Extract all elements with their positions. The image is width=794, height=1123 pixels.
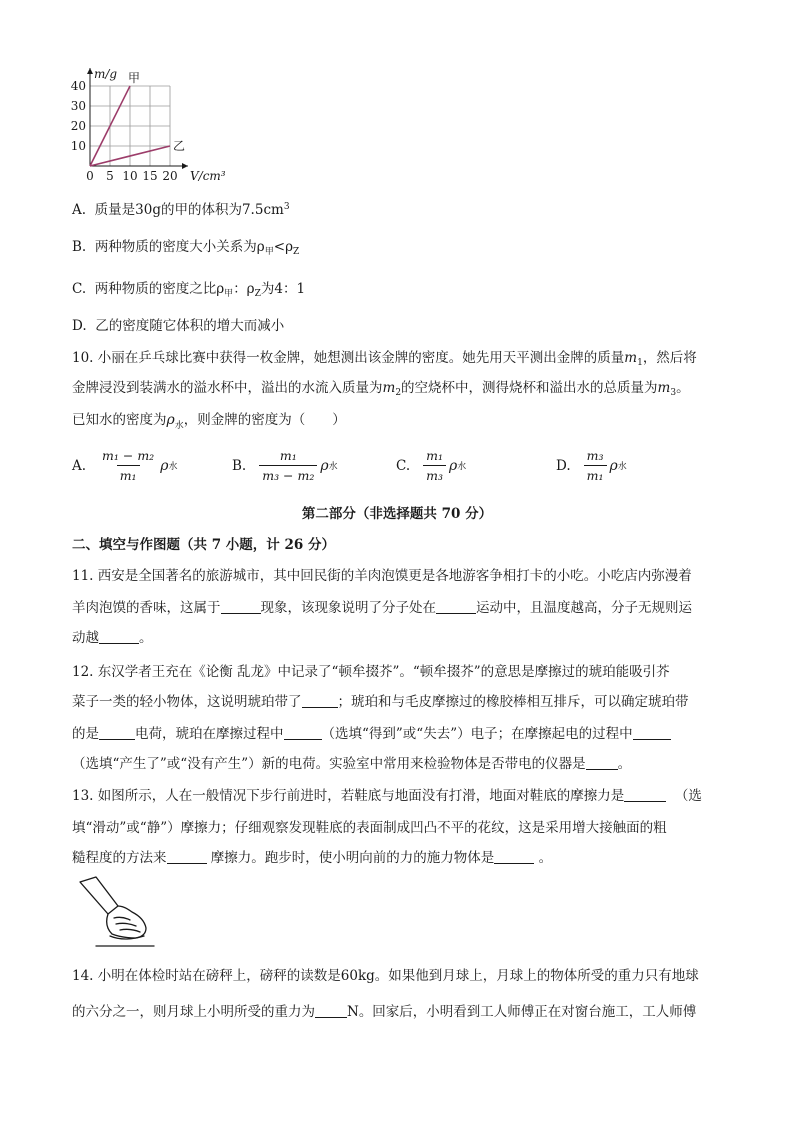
q14-blank-1[interactable]: [315, 1003, 347, 1018]
q12-blank-5[interactable]: [586, 755, 618, 770]
x-axis-arrow: [182, 163, 188, 169]
series-label: 乙: [173, 139, 186, 153]
q14-line-2: 的六分之一，则月球上小明所受的重力为 N。回家后，小明看到工人师傅正在对窗台施工，工人师傅: [72, 1004, 697, 1020]
y-tick-label: 40: [70, 79, 86, 93]
q12-blank-3[interactable]: [284, 725, 322, 740]
q13-line-1: 13. 如图所示，人在一般情况下步行前进时，若鞋底与地面没有打滑，地面对鞋底的摩擦力是 （选: [72, 788, 702, 804]
q9-option-d: D. 乙的密度随它体积的增大而减小: [72, 318, 285, 334]
q9-option-c: C. 两种物质的密度之比$\rho_甲$：$\rho_Z$为4：1: [72, 281, 306, 299]
x-tick-label: 15: [142, 169, 158, 183]
x-axis-label: V/cm³: [190, 169, 226, 183]
q12-line-3: 的是 电荷，琥珀在摩擦过程中 （选填“得到”或“失去”）电子；在摩擦起电的过程中: [72, 724, 671, 744]
mass-volume-graph: [62, 58, 232, 188]
y-tick-label: 10: [70, 139, 86, 153]
q13-blank-2[interactable]: [167, 849, 207, 864]
y-axis-arrow: [87, 68, 93, 74]
q11-line-2: 羊肉泡馍的香味，这属于 现象，该现象说明了分子处在 运动中，且温度越高，分子无规则运: [72, 600, 692, 616]
q11-line-3: 动越 。: [72, 630, 153, 646]
q10-option-c: C. $\frac{\text{m₁}}{\text{m₃}}$ ρ 水: [396, 448, 467, 483]
shoe-walking-illustration: [74, 872, 164, 952]
section-2-title: 第二部分（非选择题共 70 分）: [301, 506, 493, 522]
q12-blank-1[interactable]: [302, 693, 338, 708]
y-axis-label: m/g: [94, 67, 118, 81]
q13-blank-1[interactable]: [624, 787, 666, 802]
q13-blank-3[interactable]: [494, 849, 534, 864]
x-tick-label: 20: [162, 169, 178, 183]
q10-line-2: 金牌浸没到装满水的溢水杯中，溢出的水流入质量为$m_2$的空烧杯中，测得烧杯和溢出水的总质量为$m_3$。: [72, 380, 690, 398]
q13-line-3: 糙程度的方法来 摩擦力。跑步时，使小明向前的力的施力物体是 。: [72, 850, 553, 866]
y-tick-label: 30: [70, 99, 86, 113]
q9-option-a: A. 质量是30g的甲的体积为$7.5cm^3$: [72, 202, 290, 218]
x-tick-label: 5: [106, 169, 114, 183]
series-label: 甲: [128, 71, 141, 85]
q14-line-1: 14. 小明在体检时站在磅秤上，磅秤的读数是60kg。如果他到月球上，月球上的物体所受的重力只有地球: [72, 968, 699, 984]
q10-option-b: B. $\frac{\text{m₁}}{\text{m₃ − m₂}}$ ρ 水: [232, 448, 338, 483]
q12-line-1: 12. 东汉学者王充在《论衡 乱龙》中记录了“顿牟掇芥”。“顿牟掇芥”的意思是摩擦过的琥珀能吸引芥: [72, 664, 670, 680]
q10-line-3: 已知水的密度为$\rho_水$，则金牌的密度为（ ）: [72, 412, 346, 431]
q12-blank-4[interactable]: [633, 725, 671, 740]
q10-option-a: A. $\frac{\text{m₁ − m₂}}{\text{m₁}}$ ρ 水: [72, 448, 178, 483]
q12-blank-2[interactable]: [99, 725, 135, 740]
q11-blank-3[interactable]: [99, 629, 139, 644]
x-tick-label: 10: [122, 169, 138, 183]
q11-line-1: 11. 西安是全国著名的旅游城市，其中回民街的羊肉泡馍更是各地游客争相打卡的小吃。小吃店内弥漫着: [72, 568, 692, 584]
part-2-title: 二、填空与作图题（共 7 小题，计 26 分）: [72, 537, 335, 553]
q11-blank-2[interactable]: [436, 599, 476, 614]
q12-line-2: 菜子一类的轻小物体，这说明琥珀带了 ；琥珀和与毛皮摩擦过的橡胶棒相互排斥，可以确定琥珀带: [72, 694, 689, 710]
y-tick-label: 20: [70, 119, 86, 133]
x-tick-label: 0: [86, 169, 94, 183]
q9-option-b: B. 两种物质的密度大小关系为$\rho_甲<\rho_Z$: [72, 239, 300, 257]
q11-blank-1[interactable]: [221, 599, 261, 614]
q13-line-2: 填“滑动”或“静”）摩擦力；仔细观察发现鞋底的表面制成凹凸不平的花纹，这是采用增大接触面的粗: [72, 820, 667, 836]
q10-line-1: 10. 小丽在乒乓球比赛中获得一枚金牌，她想测出该金牌的密度。她先用天平测出金牌的质量$m_1$，然后将: [72, 350, 697, 368]
q10-option-d: D. $\frac{\text{m₃}}{\text{m₁}}$ ρ 水: [556, 448, 627, 483]
q12-line-4: （选填“产生了”或“没有产生”）新的电荷。实验室中常用来检验物体是否带电的仪器是 。: [72, 756, 632, 772]
